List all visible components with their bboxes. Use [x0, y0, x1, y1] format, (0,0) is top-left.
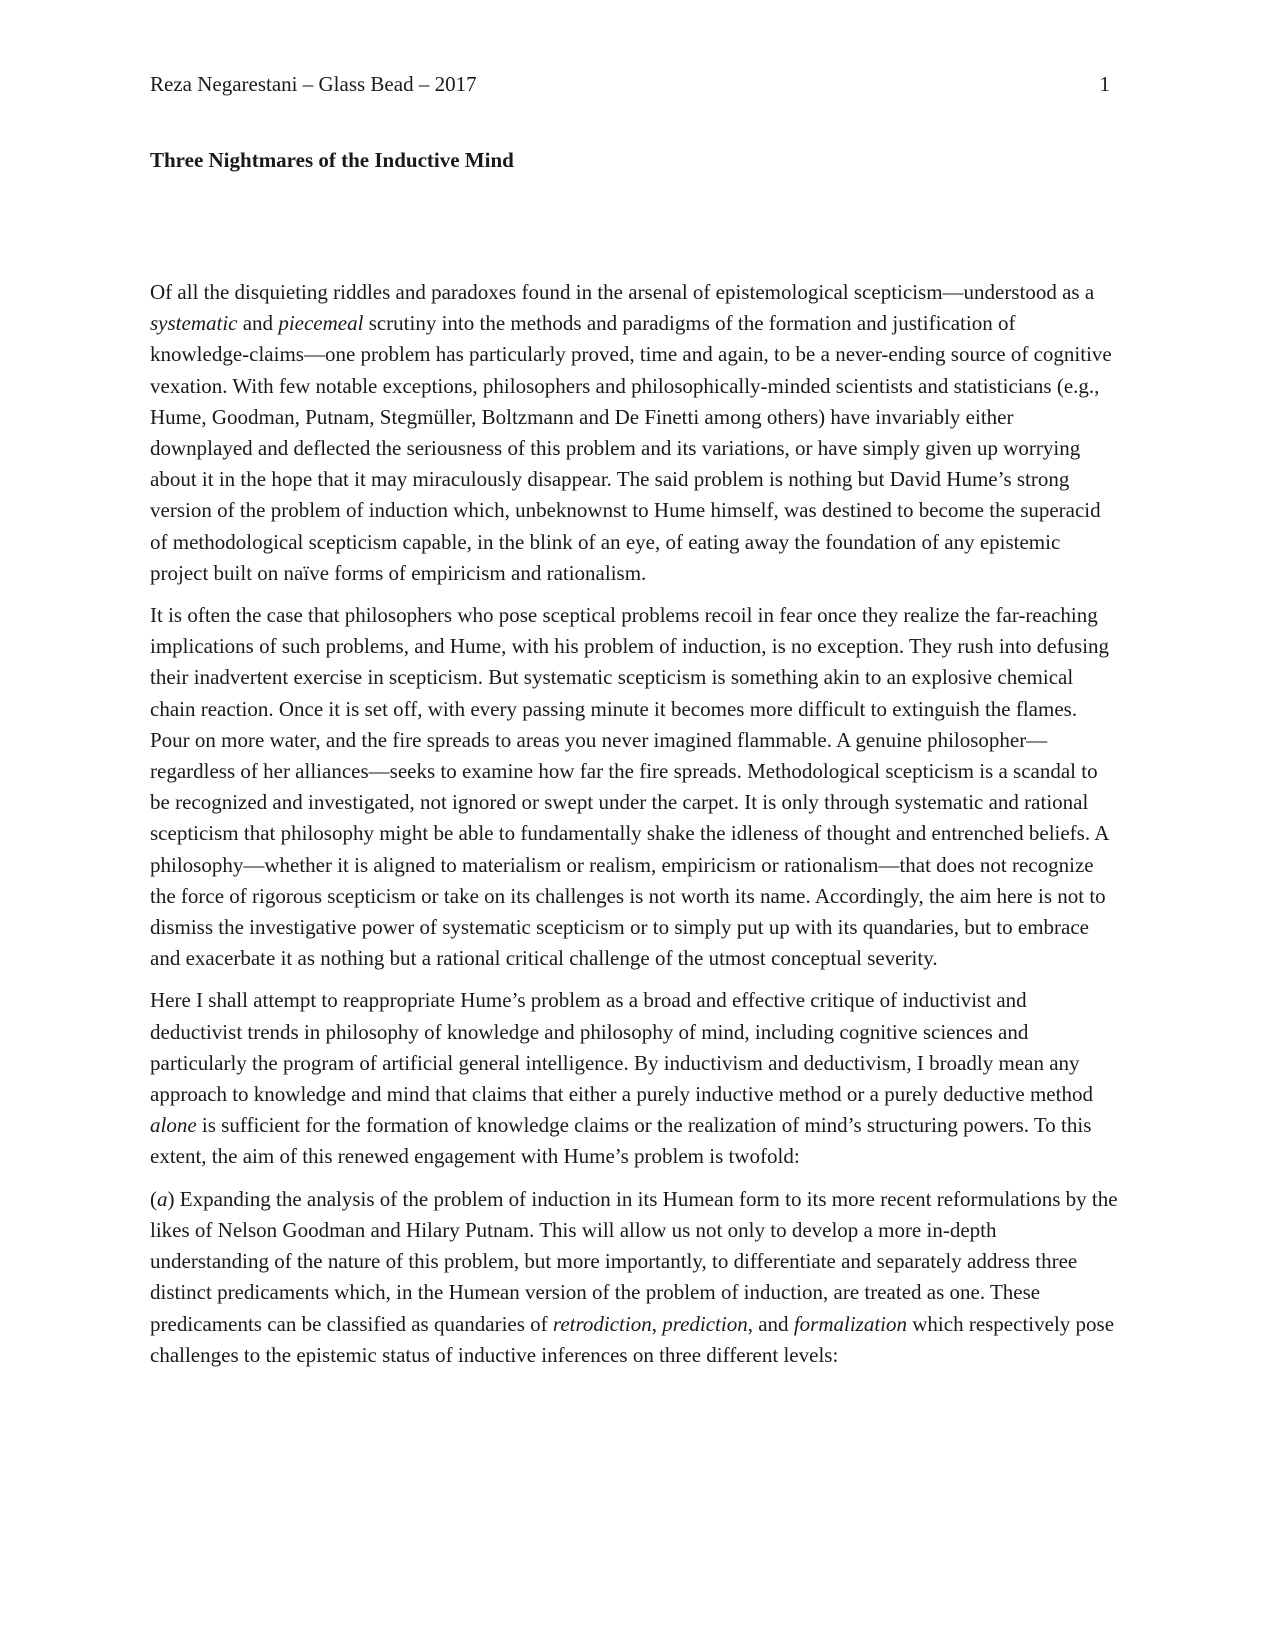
body-text [150, 277, 1118, 1382]
p4-list-label: a [157, 1186, 168, 1211]
p1-italic-systematic: systematic [150, 311, 238, 336]
p4-italic-formalization: formalization [793, 1311, 907, 1336]
p1-text-a: Of all the disquieting riddles and paradoxes found in the arsenal of epistemological scepticism—understood as a [150, 280, 1095, 304]
p1-text-c: scrutiny into the methods and paradigms of the formation and justification of knowledge-claims—one problem has particularly proved, time and again, to be a never-ending source of cognitive vexation. With few notable exceptions, philosophers and philosophically-minded scientists and statisticians (e.g., Hume, Goodman, Putnam, Stegmüller, Boltzmann and De Finetti among others) have invariably either downplayed and deflected the seriousness of this problem and its variations, or have simply given up worrying about it in the hope that it may miraculously disappear. The said problem is nothing but David Hume’s strong version of the problem of induction which, unbeknownst to Hume himself, was destined to become the superacid of methodological scepticism capable, in the blink of an eye, of eating away the foundation of any epistemic project built on naïve forms of empiricism and rationalism. [150, 311, 1112, 585]
p4-paren-close: ) [167, 1186, 175, 1211]
p4-text-d: which respectively pose challenges to the epistemic status of inductive inferences on three different levels: [150, 1311, 1115, 1367]
p4-text-a: Expanding the analysis of the problem of induction in its Humean form to its more recent reformulations by the likes of Nelson Goodman and Hilary Putnam. This will allow us not only to develop a more in-depth understanding of the nature of this problem, but more importantly, to differentiate and separately address three distinct predicaments which, in the Humean version of the problem of induction, are treated as one. These predicaments can be classified as quandaries of [150, 1186, 1118, 1336]
p1-italic-piecemeal: piecemeal [278, 311, 364, 336]
p4-text-c: , and [747, 1311, 794, 1336]
p3-text-a: Here I shall attempt to reappropriate Hume’s problem as a broad and effective critique of inductivist and deductivist trends in philosophy of knowledge and philosophy of mind, including cognitive sciences and particularly the program of artificial general intelligence. By inductivism and deductivism, I broadly mean any approach to knowledge and mind that claims that either a purely inductive method or a purely deductive method [150, 988, 1093, 1107]
p3-text-b: is sufficient for the formation of knowledge claims or the realization of mind’s structuring powers. To this extent, the aim of this renewed engagement with Hume’s problem is twofold: [150, 1113, 1092, 1169]
document-title: Three Nightmares of the Inductive Mind [150, 148, 514, 172]
p4-text-b: , [651, 1311, 663, 1336]
p3-italic-alone: alone [150, 1113, 197, 1138]
p1-text-b: and [237, 311, 279, 336]
paragraph-2: It is often the case that philosophers who pose sceptical problems recoil in fear once they realize the far-reaching implications of such problems, and Hume, with his problem of induction, is no exception. They rush into defusing their inadvertent exercise in scepticism. But systematic scepticism is something akin to an explosive chemical chain reaction. Once it is set off, with every passing minute it becomes more difficult to extinguish the flames. Pour on more water, and the fire spreads to areas you never imagined flammable. A genuine philosopher—regardless of her alliances—seeks to examine how far the fire spreads. Methodological scepticism is a scandal to be recognized and investigated, not ignored or swept under the carpet. It is only through systematic and rational scepticism that philosophy might be able to fundamentally shake the idleness of thought and entrenched beliefs. A philosophy—whether it is aligned to materialism or realism, empiricism or rationalism—that does not recognize the force of rigorous scepticism or take on its challenges is not worth its name. Accordingly, the aim here is not to dismiss the investigative power of systematic scepticism or to simply put up with its quandaries, but to embrace and exacerbate it as nothing but a rational critical challenge of the utmost conceptual severity. [150, 603, 1110, 971]
paragraph-3 [150, 985, 1118, 1172]
p4-italic-retrodiction: retrodiction [552, 1311, 652, 1336]
p4-italic-prediction: prediction [662, 1311, 748, 1336]
p4-paren-open: ( [150, 1186, 157, 1211]
running-header [150, 72, 1110, 102]
running-head-text: Reza Negarestani – Glass Bead – 2017 [150, 72, 477, 96]
paragraph-1 [150, 277, 1118, 589]
paragraph-4 [150, 1184, 1118, 1371]
page-number: 1 [1099, 72, 1110, 96]
